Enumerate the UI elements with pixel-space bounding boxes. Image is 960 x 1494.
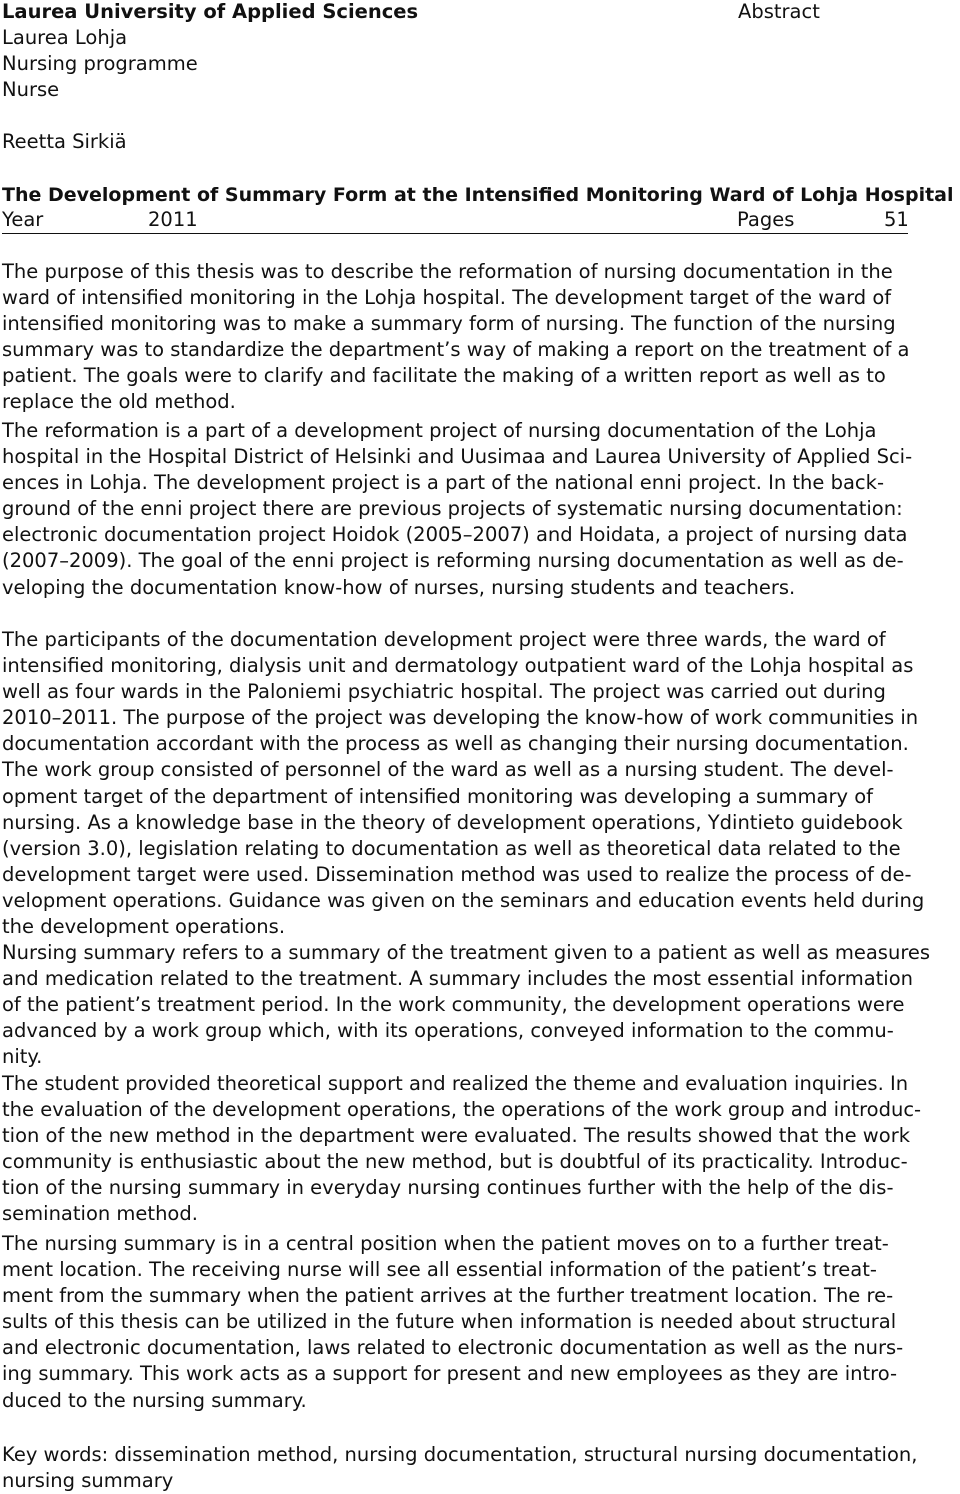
year-pages-row xyxy=(2,207,908,234)
text-line: semination method. xyxy=(2,1202,198,1226)
text-line: The work group consisted of personnel of the ward as well as a nursing student. The devel- xyxy=(2,758,894,782)
author-name: Reetta Sirkiä xyxy=(2,130,127,153)
keywords-line: Key words: dissemination method, nursing documentation, structural nursing documentation, xyxy=(2,1443,918,1466)
text-line: veloping the documentation know-how of nurses, nursing students and teachers. xyxy=(2,575,796,599)
year-value: 2011 xyxy=(148,208,198,231)
text-line: ences in Lohja. The development project is a part of the national enni project. In the back- xyxy=(2,471,884,495)
degree-name: Nurse xyxy=(2,78,60,101)
text-line: tion of the nursing summary in everyday nursing continues further with the help of the dis- xyxy=(2,1176,894,1200)
text-line: well as four wards in the Paloniemi psychiatric hospital. The project was carried out during xyxy=(2,680,886,704)
text-line: development target were used. Dissemination method was used to realize the process of de- xyxy=(2,862,912,886)
programme-name: Nursing programme xyxy=(2,52,198,75)
abstract-paragraph-5 xyxy=(2,1071,958,1228)
text-line: The participants of the documentation development project were three wards, the ward of xyxy=(2,628,886,651)
abstract-paragraph-2 xyxy=(2,418,958,601)
text-line: the development operations. xyxy=(2,915,286,939)
document-type-label: Abstract xyxy=(738,0,820,23)
text-line: ment location. The receiving nurse will see all essential information of the patient’s treat- xyxy=(2,1258,877,1282)
text-line: nursing. As a knowledge base in the theory of development operations, Ydintieto guidebook xyxy=(2,810,903,834)
text-line: (version 3.0), legislation relating to documentation as well as theoretical data related to the xyxy=(2,836,901,860)
text-line: duced to the nursing summary. xyxy=(2,1388,307,1412)
text-line: Nursing summary refers to a summary of the treatment given to a patient as well as measures xyxy=(2,941,931,964)
text-line: and medication related to the treatment. A summary includes the most essential information xyxy=(2,967,913,991)
text-line: summary was to standardize the department’s way of making a report on the treatment of a xyxy=(2,338,910,362)
text-line: intensified monitoring was to make a summary form of nursing. The function of the nursing xyxy=(2,312,896,336)
text-line: replace the old method. xyxy=(2,390,236,414)
year-label: Year xyxy=(2,208,44,231)
text-line: 2010–2011. The purpose of the project was developing the know-how of work communities in xyxy=(2,706,919,730)
text-line: tion of the new method in the department were evaluated. The results showed that the work xyxy=(2,1124,910,1148)
abstract-paragraph-4 xyxy=(2,940,958,1070)
pages-label: Pages xyxy=(737,208,795,231)
text-line: documentation accordant with the process as well as changing their nursing documentation. xyxy=(2,732,909,756)
text-line: sults of this thesis can be utilized in the future when information is needed about structural xyxy=(2,1310,897,1334)
text-line: nity. xyxy=(2,1045,43,1069)
text-line: (2007–2009). The goal of the enni project is reforming nursing documentation as well as de- xyxy=(2,549,904,573)
text-line: The reformation is a part of a development project of nursing documentation of the Lohja xyxy=(2,419,877,442)
text-line: opment target of the department of intensified monitoring was developing a summary of xyxy=(2,784,874,808)
text-line: advanced by a work group which, with its operations, conveyed information to the commu- xyxy=(2,1019,894,1043)
abstract-paragraph-3 xyxy=(2,627,958,940)
text-line: of the patient’s treatment period. In the work community, the development operations were xyxy=(2,993,905,1017)
text-line: velopment operations. Guidance was given on the seminars and education events held during xyxy=(2,888,925,912)
text-line: The nursing summary is in a central position when the patient moves on to a further treat- xyxy=(2,1232,889,1255)
text-line: ing summary. This work acts as a support for present and new employees as they are intro- xyxy=(2,1362,898,1386)
text-line: electronic documentation project Hoidok (2005–2007) and Hoidata, a project of nursing data xyxy=(2,523,908,547)
institution-name: Laurea University of Applied Sciences xyxy=(2,0,419,23)
text-line: intensified monitoring, dialysis unit and dermatology outpatient ward of the Lohja hospital as xyxy=(2,654,914,678)
text-line: ward of intensified monitoring in the Lohja hospital. The development target of the ward of xyxy=(2,286,892,310)
text-line: The student provided theoretical support and realized the theme and evaluation inquiries. In xyxy=(2,1072,909,1095)
text-line: ment from the summary when the patient arrives at the further treatment location. The re- xyxy=(2,1284,894,1308)
pages-value: 51 xyxy=(884,208,909,231)
text-line: and electronic documentation, laws related to electronic documentation as well as the nurs- xyxy=(2,1336,904,1360)
keywords xyxy=(2,1442,958,1494)
text-line: patient. The goals were to clarify and facilitate the making of a written report as well as to xyxy=(2,364,886,388)
text-line: community is enthusiastic about the new method, but is doubtful of its practicality. Introduc- xyxy=(2,1150,908,1174)
thesis-title: The Development of Summary Form at the Intensified Monitoring Ward of Lohja Hospital xyxy=(2,184,954,206)
text-line: The purpose of this thesis was to describe the reformation of nursing documentation in the xyxy=(2,260,893,283)
text-line: hospital in the Hospital District of Helsinki and Uusimaa and Laurea University of Applied Sci- xyxy=(2,445,913,469)
campus-name: Laurea Lohja xyxy=(2,26,128,49)
abstract-paragraph-1 xyxy=(2,259,958,416)
keywords-line: nursing summary xyxy=(2,1469,174,1493)
text-line: ground of the enni project there are previous projects of systematic nursing documentation: xyxy=(2,497,903,521)
text-line: the evaluation of the development operations, the operations of the work group and introduc- xyxy=(2,1098,922,1122)
abstract-paragraph-6 xyxy=(2,1231,958,1414)
